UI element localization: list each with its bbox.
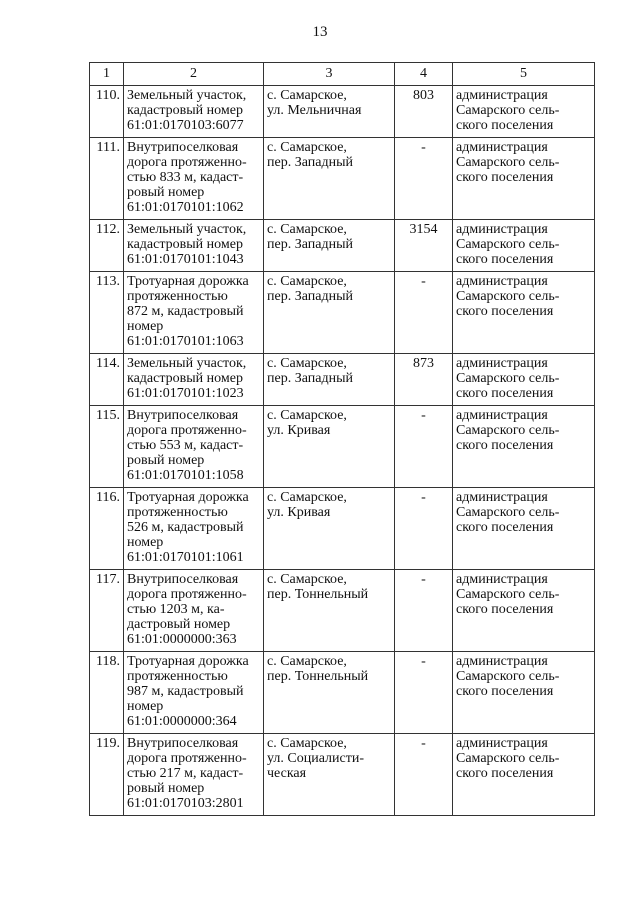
area-cell-text: - [421,490,426,505]
table-row [90,652,595,734]
area-cell-text: - [421,572,426,587]
address-cell-text: с. Самарское, пер. Западный [267,274,353,304]
object-name-cell-text: Внутрипоселковая дорога протяженно- стью 553 м, кадаст- ровый номер 61:01:0170101:1058 [127,408,247,483]
owner-cell-text: администрация Самарского сель- ского поселения [456,140,560,185]
row-number-cell-text: 111. [96,140,120,155]
table-row [90,220,595,272]
column-header: 5 [453,63,595,86]
table-row [90,86,595,138]
table-row [90,138,595,220]
address-cell-text: с. Самарское, пер. Западный [267,222,353,252]
area-cell-text: - [421,140,426,155]
address-cell [264,488,395,570]
owner-cell [453,220,595,272]
area-cell [395,488,453,570]
row-number-cell-text: 113. [96,274,120,289]
area-cell [395,138,453,220]
object-name-cell-text: Тротуарная дорожка протяженностью 526 м, кадастровый номер 61:01:0170101:1061 [127,490,249,565]
area-cell [395,220,453,272]
object-name-cell-text: Земельный участок, кадастровый номер 61:01:0170101:1023 [127,356,247,401]
row-number-cell [90,86,124,138]
area-cell [395,354,453,406]
area-cell-text: - [421,654,426,669]
area-cell [395,272,453,354]
address-cell [264,272,395,354]
owner-cell [453,570,595,652]
object-name-cell-text: Земельный участок, кадастровый номер 61:01:0170101:1043 [127,222,247,267]
address-cell-text: с. Самарское, ул. Социалисти- ческая [267,736,364,781]
address-cell-text: с. Самарское, ул. Кривая [267,408,347,438]
object-name-cell-text: Внутрипоселковая дорога протяженно- стью 217 м, кадаст- ровый номер 61:01:0170103:2801 [127,736,247,811]
table-row [90,488,595,570]
area-cell-text: 873 [413,356,434,371]
object-name-cell-text: Внутрипоселковая дорога протяженно- стью 833 м, кадаст- ровый номер 61:01:0170101:1062 [127,140,247,215]
row-number-cell [90,138,124,220]
row-number-cell [90,220,124,272]
address-cell [264,138,395,220]
area-cell [395,652,453,734]
address-cell-text: с. Самарское, ул. Мельничная [267,88,362,118]
address-cell [264,220,395,272]
table-row [90,734,595,816]
column-header: 4 [395,63,453,86]
address-cell [264,652,395,734]
area-cell [395,86,453,138]
owner-cell [453,354,595,406]
owner-cell-text: администрация Самарского сель- ского поселения [456,88,560,133]
table-row [90,272,595,354]
object-name-cell-text: Внутрипоселковая дорога протяженно- стью 1203 м, ка- дастровый номер 61:01:0000000:363 [127,572,247,647]
owner-cell-text: администрация Самарского сель- ского поселения [456,654,560,699]
owner-cell-text: администрация Самарского сель- ского поселения [456,356,560,401]
address-cell-text: с. Самарское, пер. Тоннельный [267,654,369,684]
object-name-cell-text: Земельный участок, кадастровый номер 61:01:0170103:6077 [127,88,247,133]
page-number: 13 [312,24,328,40]
row-number-cell-text: 115. [96,408,120,423]
area-cell-text: 3154 [409,222,438,237]
address-cell-text: с. Самарское, пер. Западный [267,356,353,386]
owner-cell-text: администрация Самарского сель- ского поселения [456,408,560,453]
owner-cell [453,272,595,354]
column-header: 2 [124,63,264,86]
table-row [90,570,595,652]
area-cell-text: - [421,408,426,423]
area-cell-text: 803 [413,88,434,103]
row-number-cell [90,734,124,816]
table-header-row [90,63,595,86]
address-cell [264,354,395,406]
owner-cell [453,734,595,816]
object-name-cell-text: Тротуарная дорожка протяженностью 987 м, кадастровый номер 61:01:0000000:364 [127,654,249,729]
owner-cell [453,138,595,220]
address-cell-text: с. Самарское, ул. Кривая [267,490,347,520]
object-name-cell [124,86,264,138]
owner-cell-text: администрация Самарского сель- ского поселения [456,222,560,267]
owner-cell [453,406,595,488]
row-number-cell [90,570,124,652]
row-number-cell-text: 114. [96,356,120,371]
owner-cell [453,488,595,570]
row-number-cell-text: 112. [96,222,120,237]
area-cell [395,406,453,488]
object-name-cell [124,734,264,816]
owner-cell-text: администрация Самарского сель- ского поселения [456,490,560,535]
row-number-cell-text: 118. [96,654,120,669]
address-cell [264,570,395,652]
row-number-cell [90,354,124,406]
row-number-cell-text: 110. [96,88,120,103]
address-cell-text: с. Самарское, пер. Тоннельный [267,572,369,602]
table-row [90,354,595,406]
column-header: 3 [264,63,395,86]
address-cell [264,406,395,488]
row-number-cell [90,488,124,570]
address-cell-text: с. Самарское, пер. Западный [267,140,353,170]
row-number-cell-text: 117. [96,572,120,587]
object-name-cell [124,354,264,406]
object-name-cell [124,406,264,488]
address-cell [264,734,395,816]
area-cell-text: - [421,736,426,751]
owner-cell-text: администрация Самарского сель- ского поселения [456,572,560,617]
owner-cell [453,652,595,734]
property-table [89,62,595,816]
owner-cell [453,86,595,138]
object-name-cell [124,138,264,220]
row-number-cell [90,406,124,488]
object-name-cell [124,652,264,734]
table-body [90,86,595,816]
row-number-cell [90,652,124,734]
row-number-cell-text: 116. [96,490,120,505]
column-header: 1 [90,63,124,86]
object-name-cell [124,488,264,570]
address-cell [264,86,395,138]
owner-cell-text: администрация Самарского сель- ского поселения [456,274,560,319]
row-number-cell-text: 119. [96,736,120,751]
owner-cell-text: администрация Самарского сель- ского поселения [456,736,560,781]
table-row [90,406,595,488]
object-name-cell [124,272,264,354]
area-cell [395,570,453,652]
area-cell-text: - [421,274,426,289]
object-name-cell-text: Тротуарная дорожка протяженностью 872 м, кадастровый номер 61:01:0170101:1063 [127,274,249,349]
area-cell [395,734,453,816]
object-name-cell [124,220,264,272]
object-name-cell [124,570,264,652]
row-number-cell [90,272,124,354]
